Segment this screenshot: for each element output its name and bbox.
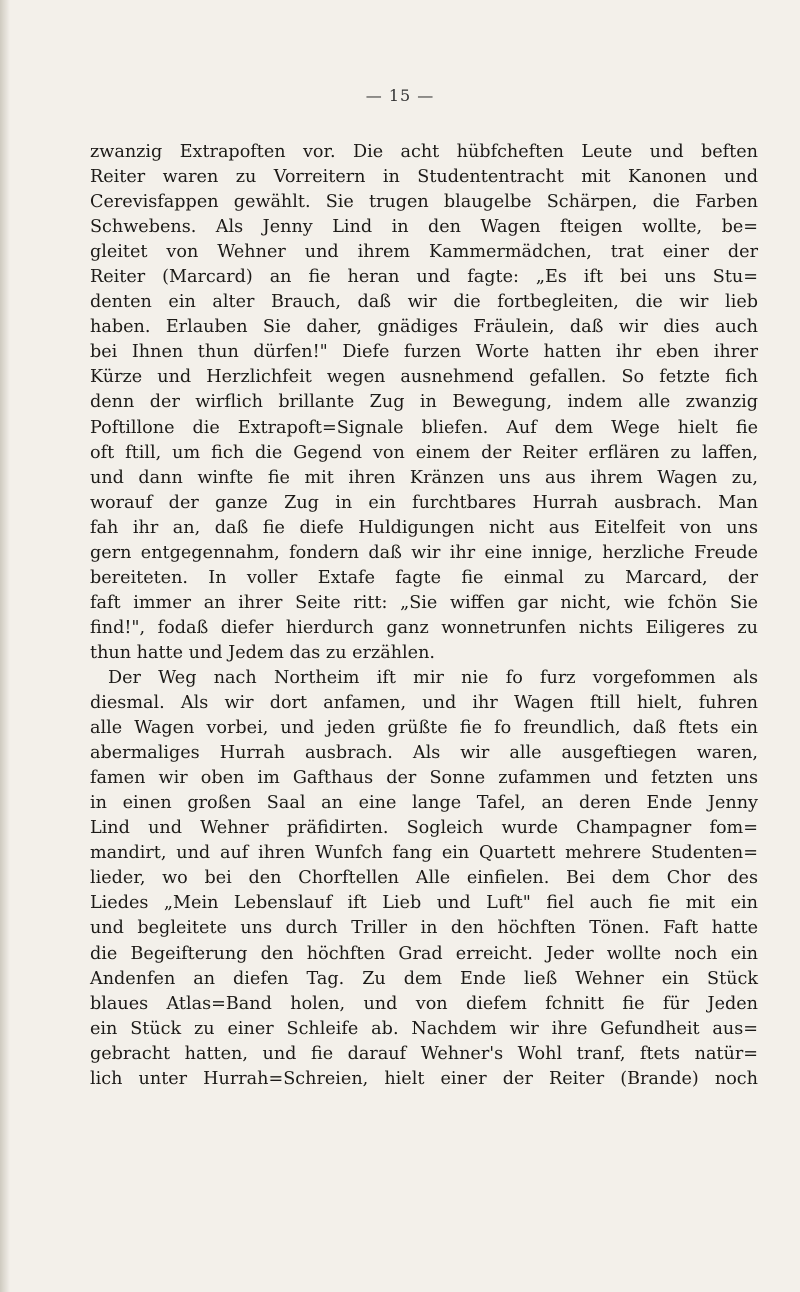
text-line: famen wir oben im Gafthaus der Sonne zufammen und fetzten uns — [90, 768, 758, 789]
text-line: Cerevisfappen gewählt. Sie trugen blaugelbe Schärpen, die Farben — [90, 192, 758, 213]
text-line: blaues Atlas=Band holen, und von diefem fchnitt fie für Jeden — [90, 993, 758, 1014]
text-line: Poftillone die Extrapoft=Signale bliefen. Auf dem Wege hielt fie — [90, 417, 758, 438]
text-line: Andenfen an diefen Tag. Zu dem Ende ließ Wehner ein Stück — [90, 968, 758, 989]
text-line: find!", fodaß diefer hierdurch ganz wonnetrunfen nichts Eiligeres zu — [90, 617, 758, 638]
text-line: die Begeifterung den höchften Grad erreicht. Jeder wollte noch ein — [90, 943, 758, 964]
text-line: Lind und Wehner präfidirten. Sogleich wurde Champagner fom= — [90, 818, 758, 839]
text-line: Liedes „Mein Lebenslauf ift Lieb und Luft" fiel auch fie mit ein — [90, 893, 758, 914]
text-line: alle Wagen vorbei, und jeden grüßte fie fo freundlich, daß ftets ein — [90, 718, 758, 739]
text-line: denn der wirflich brillante Zug in Bewegung, indem alle zwanzig — [90, 392, 758, 413]
text-line: zwanzig Extrapoften vor. Die acht hübfcheften Leute und beften — [90, 142, 758, 162]
text-line: abermaliges Hurrah ausbrach. Als wir alle ausgeftiegen waren, — [90, 743, 758, 764]
page-number: — 15 — — [365, 86, 435, 105]
text-line: haben. Erlauben Sie daher, gnädiges Fräulein, daß wir dies auch — [90, 317, 758, 338]
text-line: worauf der ganze Zug in ein furchtbares Hurrah ausbrach. Man — [90, 492, 758, 513]
text-line: Reiter waren zu Vorreitern in Studententracht mit Kanonen und — [90, 167, 758, 188]
text-line: bereiteten. In voller Extafe fagte fie einmal zu Marcard, der — [90, 567, 758, 588]
text-line: thun hatte und Jedem das zu erzählen. — [90, 642, 435, 663]
body-text — [90, 140, 758, 1092]
text-line: mandirt, und auf ihren Wunfch fang ein Quartett mehrere Studenten= — [90, 843, 758, 864]
text-line: denten ein alter Brauch, daß wir die fortbegleiten, die wir lieb — [90, 292, 758, 313]
text-line: gebracht hatten, und fie darauf Wehner's Wohl tranf, ftets natür= — [90, 1043, 758, 1064]
text-line: lich unter Hurrah=Schreien, hielt einer der Reiter (Brande) noch — [90, 1068, 758, 1089]
text-line: und dann winfte fie mit ihren Kränzen uns aus ihrem Wagen zu, — [90, 467, 758, 488]
text-line: bei Ihnen thun dürfen!" Diefe furzen Worte hatten ihr eben ihrer — [90, 342, 758, 363]
text-line: Reiter (Marcard) an fie heran und fagte: „Es ift bei uns Stu= — [90, 267, 758, 288]
text-line: diesmal. Als wir dort anfamen, und ihr Wagen ftill hielt, fuhren — [90, 693, 758, 714]
text-line: gleitet von Wehner und ihrem Kammermädchen, trat einer der — [90, 242, 758, 263]
text-line: lieder, wo bei den Chorftellen Alle einfielen. Bei dem Chor des — [90, 868, 758, 889]
text-line: ein Stück zu einer Schleife ab. Nachdem wir ihre Gefundheit aus= — [90, 1018, 758, 1039]
text-line: fah ihr an, daß fie diefe Huldigungen nicht aus Eitelfeit von uns — [90, 517, 758, 538]
text-line: oft ftill, um fich die Gegend von einem der Reiter erflären zu laffen, — [90, 442, 758, 463]
text-line: Schwebens. Als Jenny Lind in den Wagen fteigen wollte, be= — [90, 217, 758, 238]
text-line: faft immer an ihrer Seite ritt: „Sie wiffen gar nicht, wie fchön Sie — [90, 592, 758, 613]
text-line: Kürze und Herzlichfeit wegen ausnehmend gefallen. So fetzte fich — [90, 367, 758, 388]
text-line: gern entgegennahm, fondern daß wir ihr eine innige, herzliche Freude — [90, 542, 758, 563]
page-edge-shadow — [0, 0, 10, 1292]
text-line: und begleitete uns durch Triller in den höchften Tönen. Faft hatte — [90, 918, 758, 939]
text-line: Der Weg nach Northeim ift mir nie fo furz vorgefommen als — [108, 667, 758, 688]
text-line: in einen großen Saal an eine lange Tafel, an deren Ende Jenny — [90, 793, 758, 814]
